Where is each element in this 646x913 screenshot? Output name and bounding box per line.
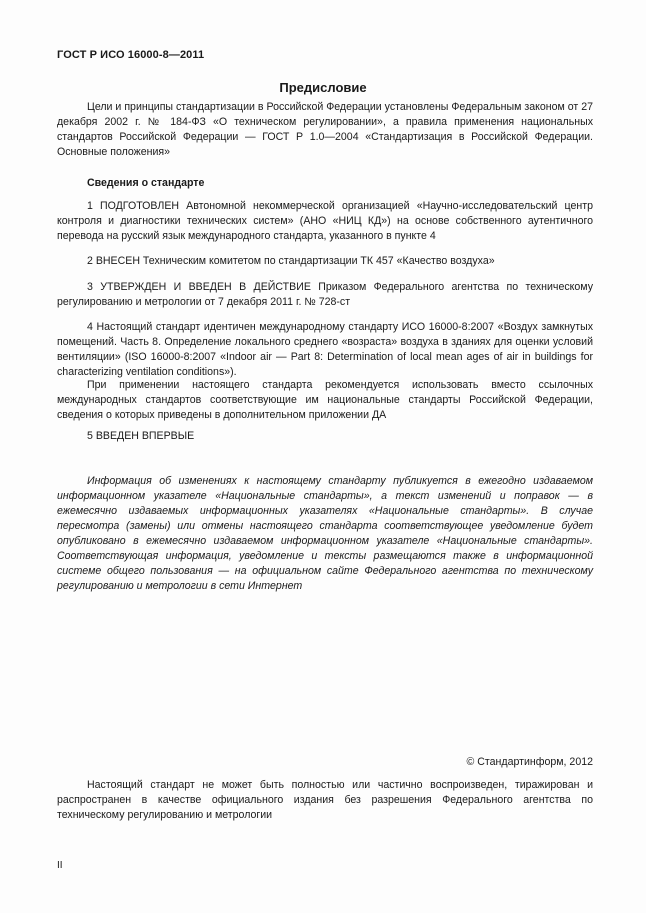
changes-notice: Информация об изменениях к настоящему стандарту публикуется в ежегодно издаваемом информационном указателе «Национальные стандарты», а текст изменений и поправок — в ежемесячно издаваемых информационных указателях «Национальные стандарты». В случае пересмотра (замены) или отмены настоящего стандарта соответствующее уведомление будет опубликовано в ежемесячно издаваемом информационном указателе «Национальные стандарты». Соответствующая информация, уведомление и тексты размещаются также в информационной системе общего пользования — на официальном сайте Федерального агентства по техническому регулированию и метрологии в сети Интернет [57,475,593,592]
item-3-paragraph: 3 УТВЕРЖДЕН И ВВЕДЕН В ДЕЙСТВИЕ Приказом Федерального агентства по техническому регулированию и метрологии от 7 декабря 2011 г. № 728-ст [57,281,593,308]
standard-code-header: ГОСТ Р ИСО 16000-8—2011 [57,49,205,61]
copyright-line: © Стандартинформ, 2012 [466,756,593,768]
item-1-paragraph: 1 ПОДГОТОВЛЕН Автономной некоммерческой организацией «Научно-исследовательский центр контроля и диагностики технических систем» (АНО «НИЦ КД») на основе собственного аутентичного перевода на русский язык международного стандарта, указанного в пункте 4 [57,200,593,242]
intro-paragraph: Цели и принципы стандартизации в Российской Федерации установлены Федеральным законом от 27 декабря 2002 г. № 184-ФЗ «О техническом регулировании», а правила применения национальных стандартов Российской Федерации — ГОСТ Р 1.0—2004 «Стандартизация в Российской Федерации. Основные положения» [57,101,593,158]
page-title: Предисловие [279,80,367,95]
item-4-paragraph: 4 Настоящий стандарт идентичен международному стандарту ИСО 16000-8:2007 «Воздух замкнутых помещений. Часть 8. Определение локального среднего «возраста» воздуха в зданиях для оценки условий вентиляции» (ISO 16000-8:2007 «Indoor air — Part 8: Determination of local mean ages of air in buildings for characterizing ventilation conditions»). [57,321,593,378]
item-5-paragraph: 5 ВВЕДЕН ВПЕРВЫЕ [87,430,195,442]
item-4-note-paragraph: При применении настоящего стандарта рекомендуется использовать вместо ссылочных международных стандартов соответствующие им национальные стандарты Российской Федерации, сведения о которых приведены в дополнительном приложении ДА [57,379,593,421]
page-number: II [57,860,63,871]
section-title: Сведения о стандарте [87,177,205,189]
legal-notice: Настоящий стандарт не может быть полностью или частично воспроизведен, тиражирован и распространен в качестве официального издания без разрешения Федерального агентства по техническому регулированию и метрологии [57,779,593,821]
item-2-paragraph: 2 ВНЕСЕН Техническим комитетом по стандартизации ТК 457 «Качество воздуха» [87,255,495,267]
